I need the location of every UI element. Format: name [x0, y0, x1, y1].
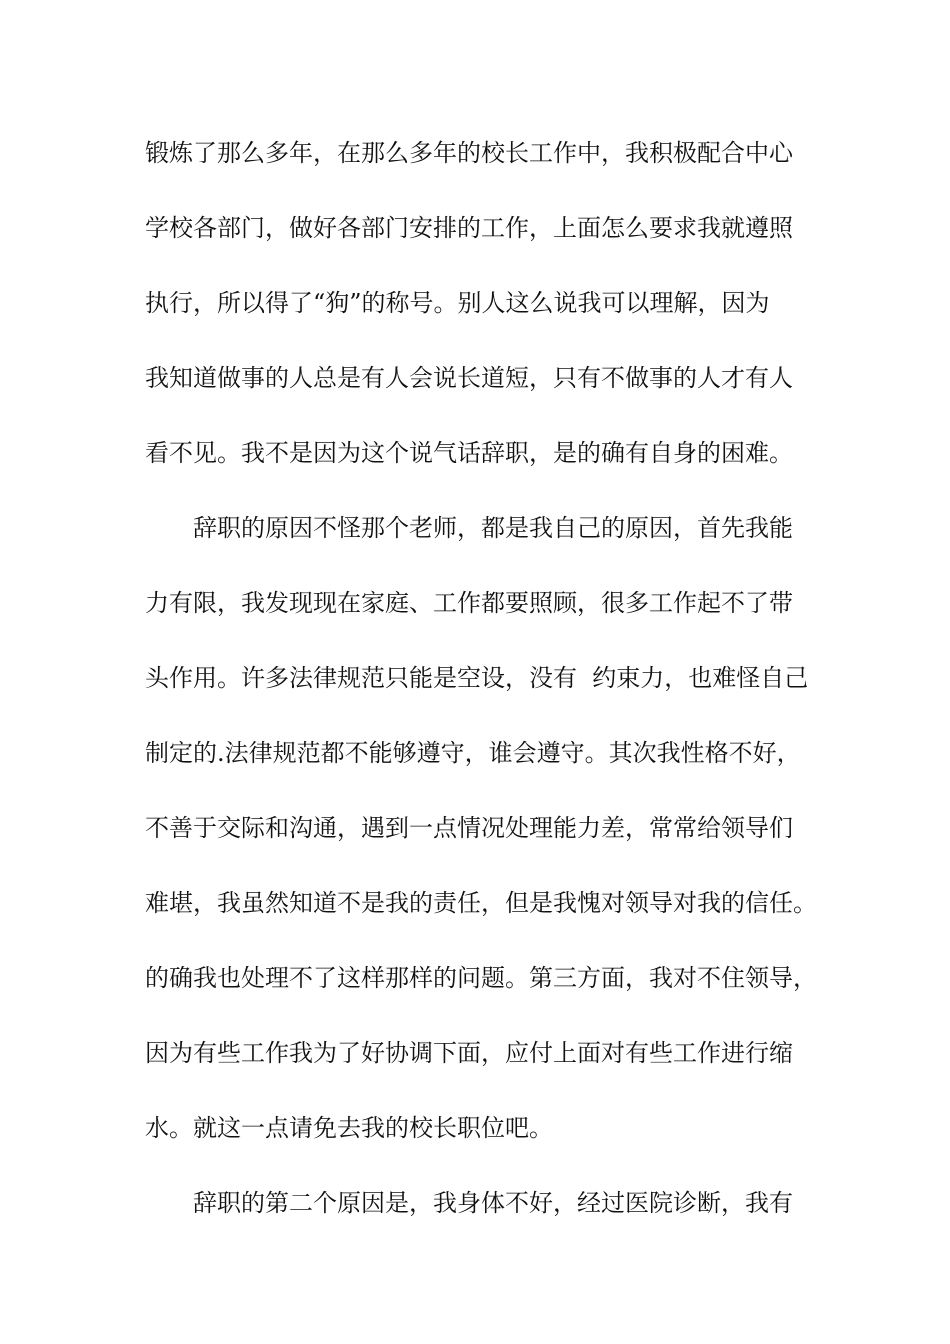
text-line: 力有限，我发现现在家庭、工作都要照顾，很多工作起不了带 [145, 589, 793, 617]
text-line: 学校各部门，做好各部门安排的工作，上面怎么要求我就遵照 [145, 214, 793, 242]
text-line: 难堪，我虽然知道不是我的责任，但是我愧对领导对我的信任。 [145, 889, 817, 917]
text-line: 锻炼了那么多年，在那么多年的校长工作中，我积极配合中心 [145, 139, 793, 167]
text-line: 制定的.法律规范都不能够遵守，谁会遵守。其次我性格不好， [145, 739, 801, 767]
text-line: 执行，所以得了“狗”的称号。别人这么说我可以理解，因为 [145, 289, 770, 317]
text-line: 的确我也处理不了这样那样的问题。第三方面，我对不住领导， [145, 964, 817, 992]
body-text [145, 128, 825, 1253]
text-line: 头作用。许多法律规范只能是空设，没有 约束力，也难怪自己 [145, 664, 809, 692]
text-line: 我知道做事的人总是有人会说长道短，只有不做事的人才有人 [145, 364, 793, 392]
paragraph-start-line: 辞职的第二个原因是，我身体不好，经过医院诊断，我有 [193, 1189, 793, 1217]
text-line: 看不见。我不是因为这个说气话辞职，是的确有自身的困难。 [145, 439, 793, 467]
text-line: 水。就这一点请免去我的校长职位吧。 [145, 1114, 553, 1142]
text-line: 因为有些工作我为了好协调下面，应付上面对有些工作进行缩 [145, 1039, 793, 1067]
text-line: 不善于交际和沟通，遇到一点情况处理能力差，常常给领导们 [145, 814, 793, 842]
paragraph-start-line: 辞职的原因不怪那个老师，都是我自己的原因，首先我能 [193, 514, 793, 542]
